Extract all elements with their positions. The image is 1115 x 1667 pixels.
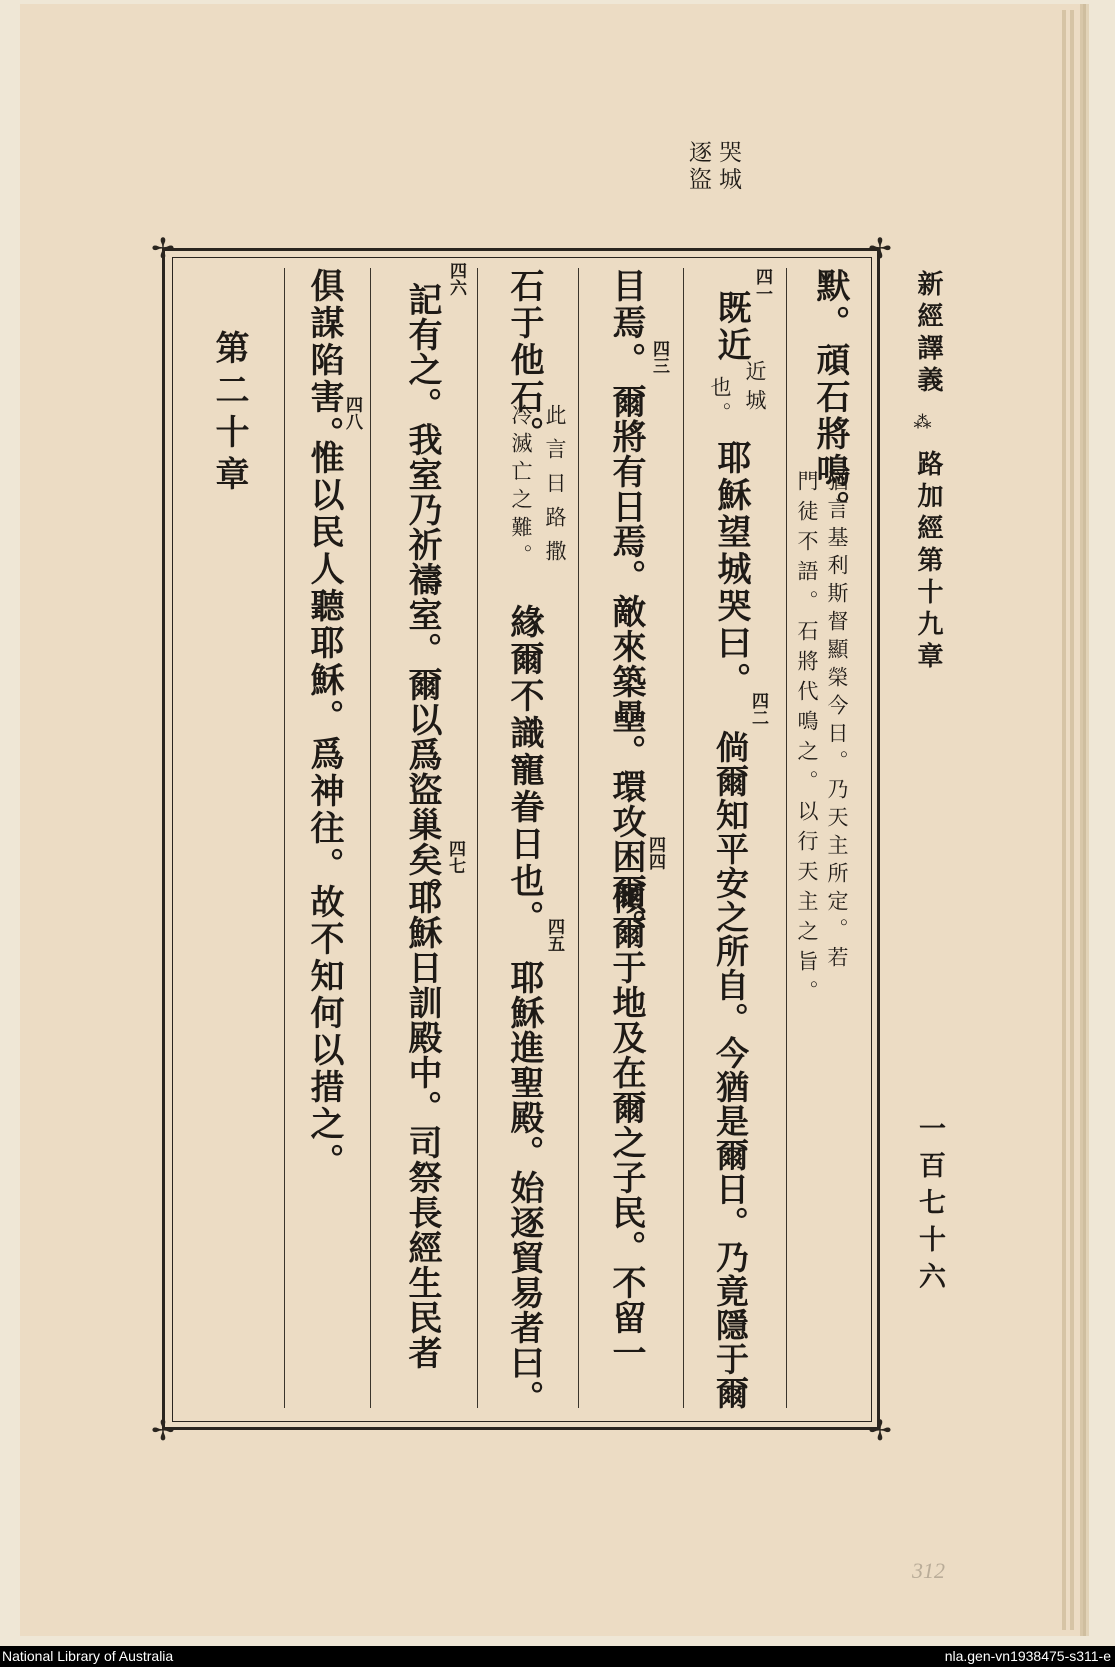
commentary-note: 近城 [743,360,767,418]
verse-text: 惟以民人聽耶穌。爲神往。故不知何以措之。 [304,440,344,1180]
verse-text: 倘爾知平安之所自。今猶是爾日。乃竟隱于爾 [711,730,750,1410]
header-ornament: ⁂ [912,412,933,433]
verse-number: 四六 [446,262,466,296]
verse-text: 爾將有日焉。敵來築壘。環攻困爾。 [606,384,646,944]
corner-ornament: ✢ [151,1414,175,1447]
verse-number: 四八 [342,396,362,430]
margin-note-line: 哭城 [715,140,741,194]
verse-text: 默。頑石將鳴。 [810,268,850,527]
verse-number: 四四 [645,836,665,870]
verse-number: 四一 [752,268,772,302]
commentary-note: 猶言基利斯督顯榮今日。乃天主所定。若 [825,470,849,974]
column-divider [370,268,371,1408]
commentary-note: 也。 [708,376,732,428]
corner-ornament: ✢ [151,232,175,265]
commentary-note: 冷滅亡之難。 [509,404,533,572]
column-divider [477,268,478,1408]
verse-text: 石于他石。 [504,268,544,453]
chapter-heading: 第二十章 [209,330,249,498]
commentary-note: 此言日路撒 [543,404,567,574]
verse-text: 耶穌日訓殿中。司祭長經生民者 [402,880,442,1370]
book-title: 新經譯義 [913,270,943,398]
pencil-page-mark: 312 [912,1558,945,1583]
page-edge [1070,10,1074,1630]
corner-ornament: ✢ [868,232,892,265]
verse-text: 記有之。我室乃祈禱室。爾以爲盜巢矣。 [402,282,442,912]
column-divider [284,268,285,1408]
verse-number: 四五 [544,918,564,952]
verse-text: 耶穌進聖殿。始逐貿易者曰。 [504,960,544,1415]
page-edge [1062,10,1066,1630]
page-number: 一百七十六 [914,1114,945,1299]
verse-text: 傾爾于地及在爾之子民。不留一 [606,880,646,1370]
column-divider [683,268,684,1408]
commentary-note: 門徒不語。石將代鳴之。以行天主之旨。 [795,470,819,1010]
column-divider [578,268,579,1408]
column-divider [786,268,787,1408]
corner-ornament: ✢ [868,1414,892,1447]
verse-text: 耶穌望城哭曰。 [711,440,751,699]
footer-item-id: nla.gen-vn1938475-s311-e [944,1648,1111,1664]
verse-text: 既近 [711,290,751,364]
verse-text: 俱謀陷害。 [304,268,344,453]
verse-text: 緣爾不識寵眷日也。 [504,604,544,937]
verse-text: 目焉。 [606,268,646,379]
archive-footer [0,1646,1115,1667]
margin-note-line: 逐盜 [685,140,711,194]
verse-number: 四二 [748,692,768,726]
verse-number: 四七 [445,840,465,874]
verse-number: 四三 [649,340,669,374]
chapter-running-title: 路加經第十九章 [913,450,943,674]
footer-library-name: National Library of Australia [2,1648,174,1664]
